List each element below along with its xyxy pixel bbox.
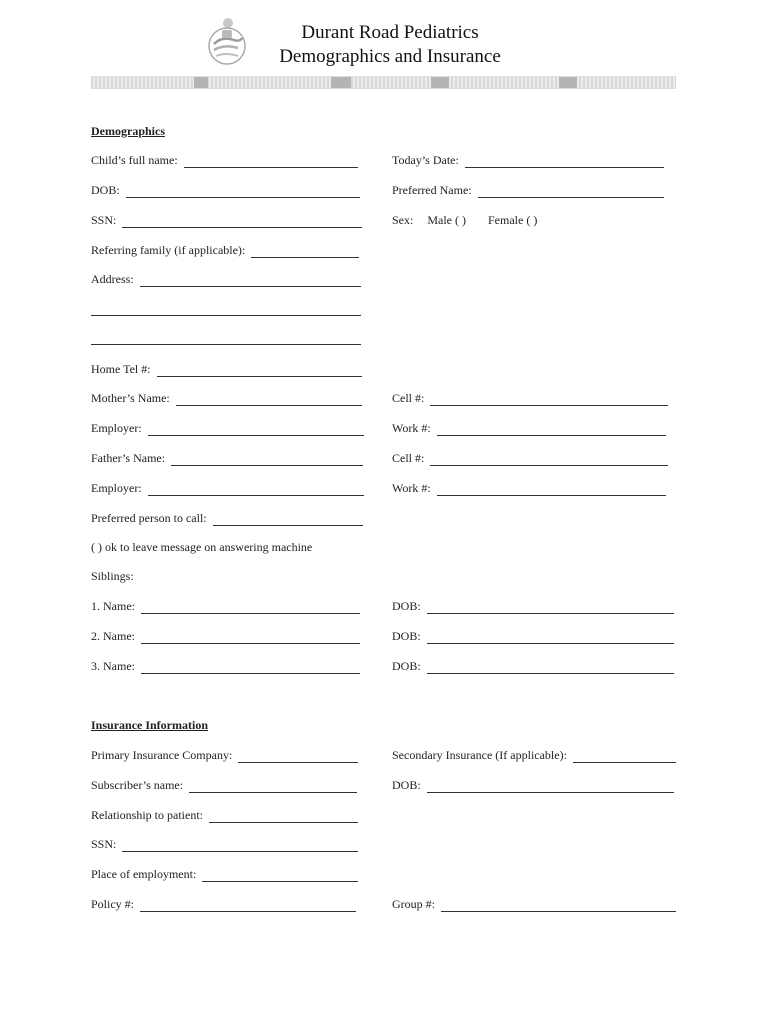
subscriber-name-label: Subscriber’s name: [91,778,184,792]
mothers-name-label: Mother’s Name: [91,391,170,405]
sibling-1-name-field[interactable] [91,598,360,614]
mother-work-line[interactable] [437,425,666,436]
primary-insurance-field[interactable] [91,747,358,763]
subscriber-dob-line[interactable] [427,782,674,793]
dob-line[interactable] [126,187,360,198]
mother-work-field[interactable] [392,420,666,436]
father-employer-line[interactable] [148,485,364,496]
preferred-name-label: Preferred Name: [392,183,472,197]
dob-field[interactable] [91,182,360,198]
address-label: Address: [91,272,134,286]
dob-label: DOB: [91,183,120,197]
sibling-3-name-label: 3. Name: [91,659,135,673]
referring-family-field[interactable] [91,242,359,258]
insurance-ssn-field[interactable] [91,836,358,852]
childs-full-name-line[interactable] [184,157,358,168]
place-of-employment-field[interactable] [91,866,358,882]
father-cell-field[interactable] [392,450,668,466]
ssn-field[interactable] [91,212,362,228]
ssn-label: SSN: [91,213,117,227]
mother-cell-field[interactable] [392,390,668,406]
sibling-1-dob-line[interactable] [427,603,674,614]
mother-employer-field[interactable] [91,420,364,436]
mothers-name-line[interactable] [176,395,362,406]
sibling-1-dob-field[interactable] [392,598,674,614]
subscriber-dob-field[interactable] [392,777,674,793]
relationship-field[interactable] [91,807,358,823]
ssn-line[interactable] [122,217,362,228]
header-banner [91,76,676,89]
father-cell-line[interactable] [430,455,668,466]
mother-work-label: Work #: [392,421,431,435]
address-field[interactable] [91,271,361,287]
father-cell-label: Cell #: [392,451,425,465]
policy-line[interactable] [140,901,356,912]
insurance-ssn-label: SSN: [91,837,117,851]
home-tel-field[interactable] [91,361,362,377]
fathers-name-field[interactable] [91,450,363,466]
policy-field[interactable] [91,896,356,912]
form-title-line2: Demographics and Insurance [279,46,501,67]
subscriber-name-line[interactable] [189,782,357,793]
relationship-line[interactable] [209,812,358,823]
todays-date-line[interactable] [465,157,664,168]
todays-date-label: Today’s Date: [392,153,459,167]
sibling-1-name-line[interactable] [141,603,360,614]
father-employer-field[interactable] [91,480,364,496]
referring-family-label: Referring family (if applicable): [91,243,246,257]
sibling-1-dob-label: DOB: [392,599,421,613]
group-line[interactable] [441,901,676,912]
policy-label: Policy #: [91,897,135,911]
father-work-field[interactable] [392,480,666,496]
insurance-heading: Insurance Information [91,718,209,732]
childs-full-name-field[interactable] [91,152,358,168]
sibling-1-name-label: 1. Name: [91,599,135,613]
father-work-label: Work #: [392,481,431,495]
preferred-person-label: Preferred person to call: [91,511,207,525]
place-of-employment-line[interactable] [202,871,358,882]
preferred-name-line[interactable] [478,187,664,198]
group-field[interactable] [392,896,676,912]
home-tel-line[interactable] [157,366,362,377]
pediatrics-logo [204,16,250,68]
sibling-2-dob-label: DOB: [392,629,421,643]
preferred-person-field[interactable] [91,510,363,526]
subscriber-name-field[interactable] [91,777,357,793]
demographics-heading: Demographics [91,124,165,138]
home-tel-label: Home Tel #: [91,362,151,376]
sibling-3-dob-field[interactable] [392,658,674,674]
form-title-line1: Durant Road Pediatrics [301,22,479,43]
mother-cell-line[interactable] [430,395,668,406]
preferred-name-field[interactable] [392,182,664,198]
sibling-3-name-line[interactable] [141,663,360,674]
address-line-2[interactable] [91,314,361,316]
childs-full-name-label: Child’s full name: [91,153,178,167]
sibling-2-name-label: 2. Name: [91,629,135,643]
sibling-2-dob-line[interactable] [427,633,674,644]
primary-insurance-line[interactable] [238,752,358,763]
mothers-name-field[interactable] [91,390,362,406]
address-line-1[interactable] [140,276,361,287]
sex-male-option[interactable]: Male ( ) [427,213,466,227]
insurance-ssn-line[interactable] [122,841,358,852]
fathers-name-label: Father’s Name: [91,451,166,465]
mother-employer-label: Employer: [91,421,142,435]
sibling-3-dob-label: DOB: [392,659,421,673]
mother-employer-line[interactable] [148,425,364,436]
sibling-2-name-line[interactable] [141,633,360,644]
referring-family-line[interactable] [251,247,359,258]
ok-message-checkbox[interactable]: ( ) ok to leave message on answering machine [91,540,313,554]
father-work-line[interactable] [437,485,666,496]
sibling-2-dob-field[interactable] [392,628,674,644]
father-employer-label: Employer: [91,481,142,495]
address-line-3[interactable] [91,343,361,345]
mother-cell-label: Cell #: [392,391,425,405]
relationship-label: Relationship to patient: [91,808,203,822]
sex-field [392,212,537,228]
sibling-3-dob-line[interactable] [427,663,674,674]
primary-insurance-label: Primary Insurance Company: [91,748,233,762]
secondary-insurance-label: Secondary Insurance (If applicable): [392,748,567,762]
secondary-insurance-line[interactable] [573,752,676,763]
siblings-label: Siblings: [91,569,134,583]
sibling-3-name-field[interactable] [91,658,360,674]
secondary-insurance-field[interactable] [392,747,676,763]
group-label: Group #: [392,897,435,911]
sex-female-option[interactable]: Female ( ) [488,213,538,227]
fathers-name-line[interactable] [171,455,363,466]
sex-label: Sex: [392,213,414,227]
place-of-employment-label: Place of employment: [91,867,197,881]
subscriber-dob-label: DOB: [392,778,421,792]
preferred-person-line[interactable] [213,515,363,526]
todays-date-field[interactable] [392,152,664,168]
sibling-2-name-field[interactable] [91,628,360,644]
